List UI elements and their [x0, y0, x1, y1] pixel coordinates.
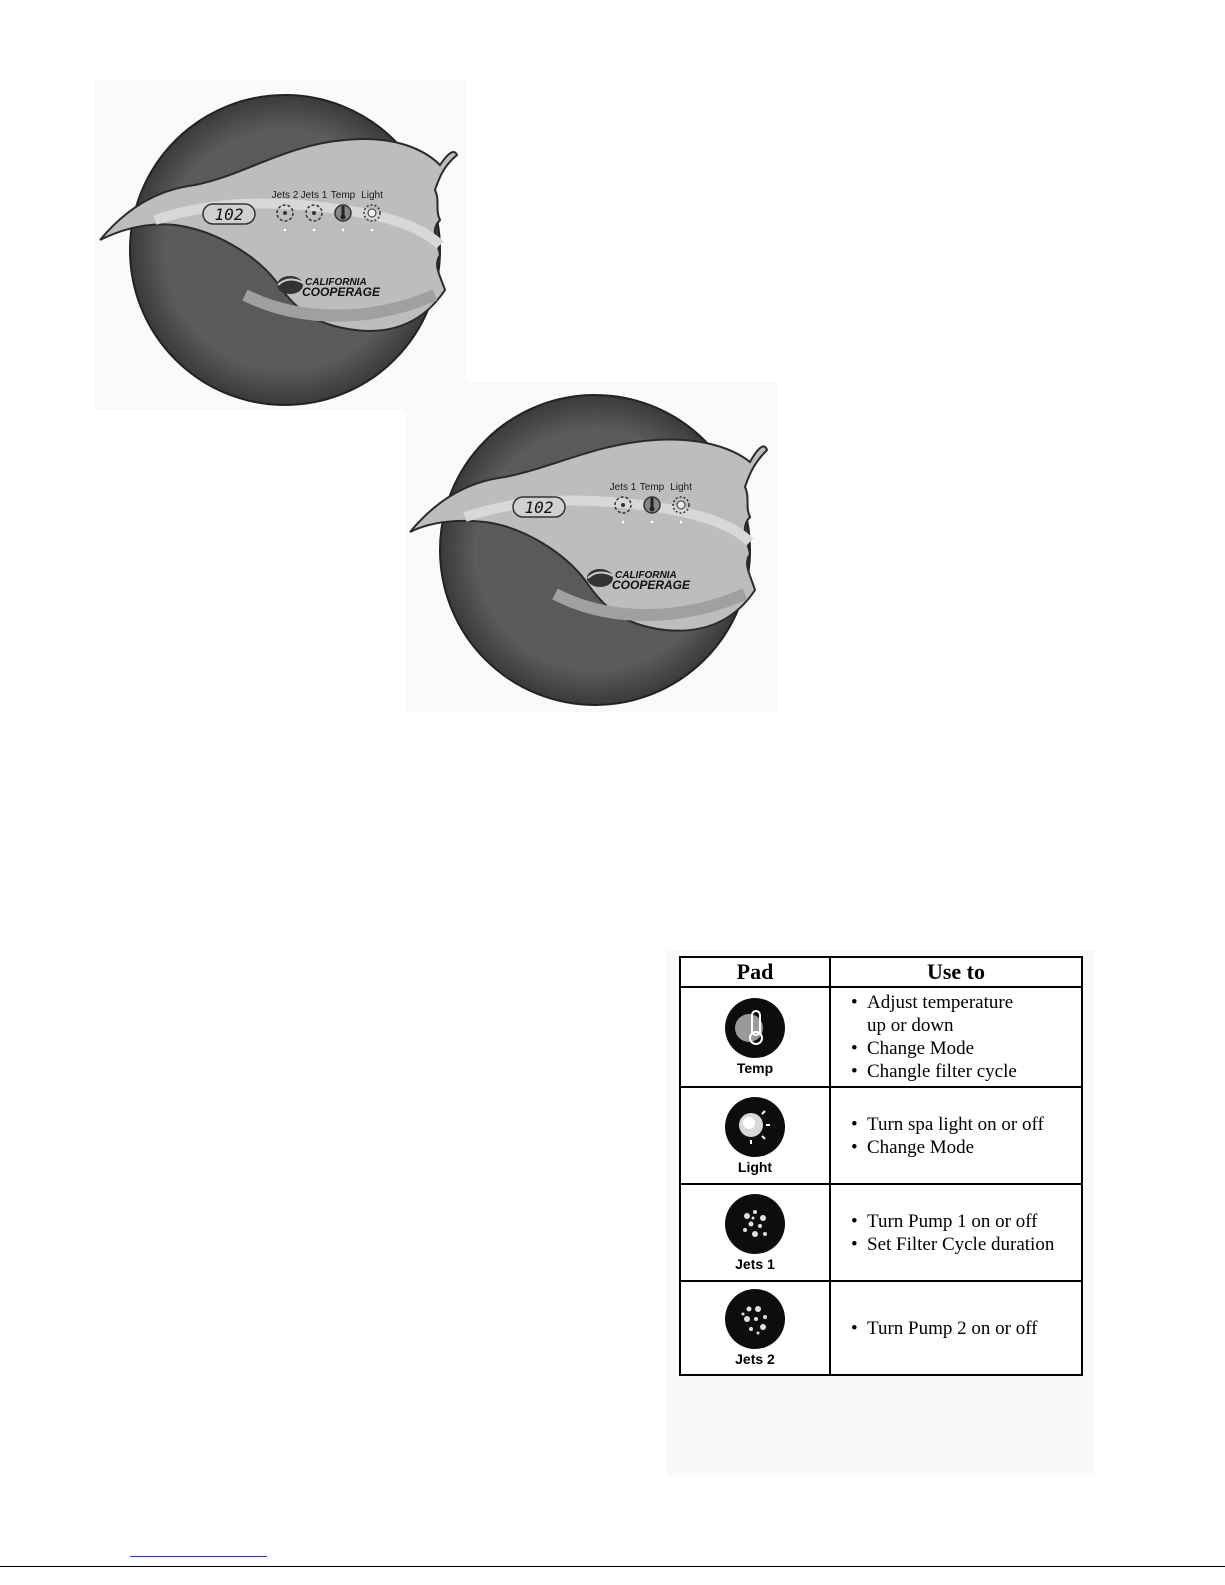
table-row: [680, 1184, 1082, 1281]
use-cell-light: [830, 1087, 1082, 1184]
footer-link-underline[interactable]: [130, 1556, 267, 1557]
list-item: up or down: [867, 1015, 954, 1036]
indicator-led: [370, 228, 374, 232]
pad-label: Jets 2: [735, 1351, 775, 1367]
list-item: • Set Filter Cycle duration: [849, 1233, 1081, 1256]
list-item: • Change Mode: [849, 1037, 1081, 1060]
brand-line-2: COOPERAGE: [612, 578, 691, 592]
list-item: • Change Mode: [849, 1136, 1081, 1159]
temp-icon: [335, 205, 351, 221]
brand-line-1: CALIFORNIA: [615, 570, 677, 581]
use-cell-jets-2: [830, 1281, 1082, 1375]
control-panel-three-button: [405, 382, 777, 712]
pad-label: Light: [737, 1158, 773, 1175]
list-item: • Turn Pump 2 on or off: [849, 1317, 1081, 1340]
indicator-led: [679, 520, 683, 524]
display-readout: 102: [524, 498, 554, 517]
column-header-use-to: Use to: [830, 957, 1082, 987]
button-label: Temp: [330, 190, 356, 201]
pad-cell-light: [680, 1087, 830, 1184]
display-readout: 102: [214, 205, 244, 224]
indicator-led: [283, 228, 287, 232]
button-label: Light: [361, 190, 383, 201]
indicator-led: [312, 228, 316, 232]
jets-icon: [725, 1194, 785, 1254]
button-label: Jets 1: [609, 482, 637, 493]
pad-label: Jets 1: [735, 1255, 775, 1272]
pad-cell-jets-2: [680, 1281, 830, 1375]
button-label: Jets 1: [300, 190, 328, 201]
table-row: [680, 1281, 1082, 1375]
jets-icon: [725, 1289, 785, 1349]
use-cell-jets-1: [830, 1184, 1082, 1281]
control-panel-four-button: [95, 80, 467, 410]
indicator-led: [341, 228, 345, 232]
table-row: [680, 987, 1082, 1087]
brand-line-2: COOPERAGE: [302, 285, 381, 299]
thermometer-icon: [725, 998, 785, 1058]
list-item: • Changle filter cycle: [849, 1060, 1081, 1083]
control-panel-illustration: [405, 382, 777, 712]
indicator-led: [650, 520, 654, 524]
use-cell-temp: [830, 987, 1082, 1087]
pad-cell-temp: [680, 987, 830, 1087]
control-panel-illustration: [95, 80, 467, 410]
footer-divider: [0, 1566, 1225, 1567]
brand-line-1: CALIFORNIA: [305, 277, 367, 288]
button-label: Light: [670, 482, 692, 493]
indicator-led: [621, 520, 625, 524]
list-item: • Turn Pump 1 on or off: [849, 1210, 1081, 1233]
table-row: [680, 1087, 1082, 1184]
pad-function-table-container: [667, 950, 1095, 1475]
button-label: Jets 2: [271, 190, 299, 201]
button-label: Temp: [639, 482, 665, 493]
table-header-row: [680, 957, 1082, 987]
pad-cell-jets-1: [680, 1184, 830, 1281]
temp-icon: [644, 497, 660, 513]
column-header-pad: Pad: [680, 957, 830, 987]
light-bulb-icon: [725, 1097, 785, 1157]
pad-function-table: [679, 956, 1083, 1376]
list-item: • Turn spa light on or off: [849, 1113, 1081, 1136]
list-item: • Adjust temperature: [849, 991, 1081, 1014]
pad-label: Temp: [736, 1060, 774, 1076]
